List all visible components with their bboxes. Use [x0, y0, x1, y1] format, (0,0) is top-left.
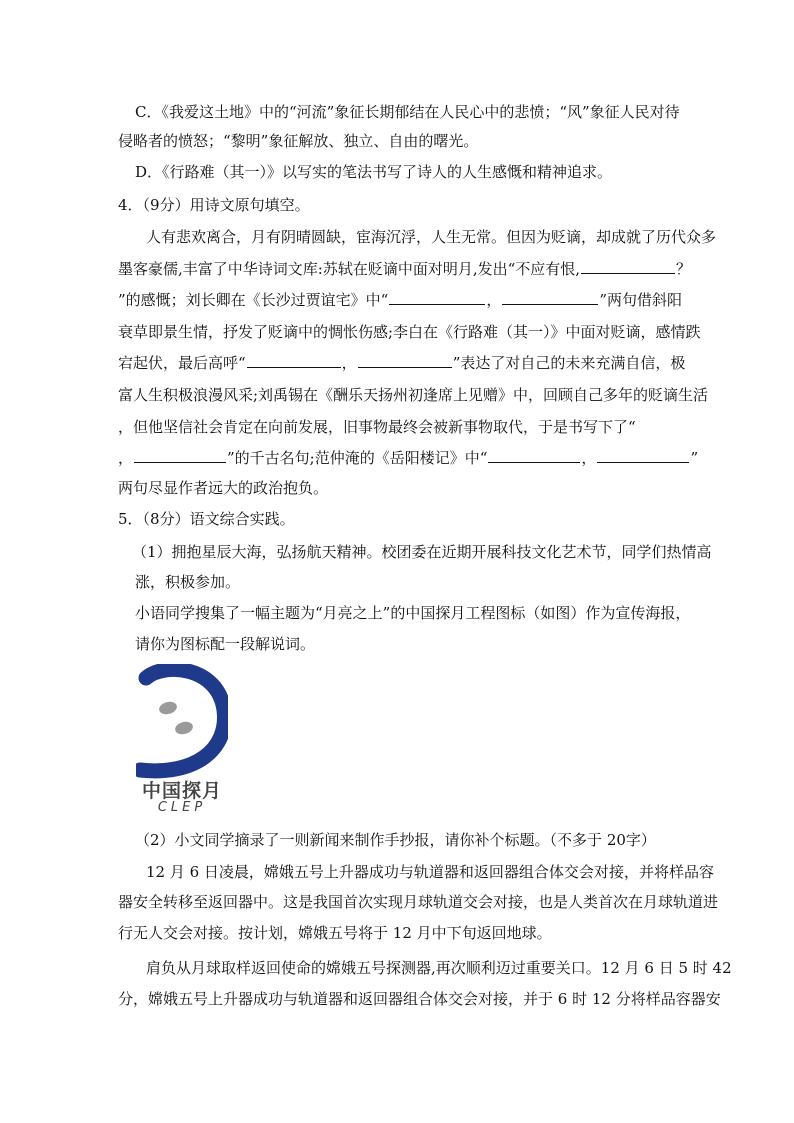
- q4-paragraph-line5: [118, 352, 686, 374]
- q4-text: ”两句借斜阳: [599, 291, 683, 309]
- q4-paragraph-line9: 两句尽显作者远大的政治抱负。: [118, 479, 329, 497]
- option-c-line1: C．《我爱这土地》中的“河流”象征长期郁结在人民心中的悲愤；“风”象征人民对待: [135, 103, 680, 121]
- option-d-line: D．《行路难（其一）》以写实的笔法书写了诗人的人生感慨和精神追求。: [135, 163, 613, 181]
- q5-part1-line2: 涨，积极参加。: [135, 573, 241, 591]
- q4-paragraph-line8: [118, 447, 699, 469]
- question-5-title: 5．（8分）语文综合实践。: [118, 510, 295, 528]
- q5-part1-line1: （1）拥抱星辰大海，弘扬航天精神。校团委在近期开展科技文化艺术节，同学们热情高: [132, 543, 712, 561]
- q4-text: ”: [690, 449, 699, 467]
- q4-text: ”表达了对自己的未来充满自信，极: [452, 354, 686, 372]
- q5-part1-line4: 请你为图标配一段解说词。: [135, 635, 316, 653]
- fill-blank[interactable]: [502, 289, 598, 305]
- fill-blank[interactable]: [134, 447, 226, 463]
- fill-blank[interactable]: [389, 289, 485, 305]
- q4-text: ，: [486, 291, 502, 309]
- q4-text: ？: [676, 260, 692, 278]
- q4-text: 墨客豪儒,丰富了中华诗词文库:苏轼在贬谪中面对明月,发出“不应有恨,: [118, 260, 581, 278]
- news-line5: 分，嫦娥五号上升器成功与轨道器和返回器组合体交会对接，并于 6 时 12 分将样品容器安: [118, 990, 721, 1008]
- q4-paragraph-line1: 人有悲欢离合，月有阴晴圆缺，宦海沉浮，人生无常。但因为贬谪，却成就了历代众多: [146, 228, 717, 246]
- question-4-title: 4．（9分）用诗文原句填空。: [118, 196, 310, 214]
- q4-text: ”的千古名句;范仲淹的《岳阳楼记》中“: [227, 449, 488, 467]
- fill-blank[interactable]: [358, 352, 452, 368]
- q4-paragraph-line3: [118, 289, 683, 311]
- moon-arc-icon: [136, 664, 228, 780]
- q4-text: 宕起伏，最后高呼“: [118, 354, 246, 372]
- fill-blank[interactable]: [247, 352, 341, 368]
- q4-paragraph-line7: ，但他坚信社会肯定在向前发展，旧事物最终会被新事物取代，于是书写下了“: [118, 418, 636, 436]
- logo-footprint: [174, 720, 194, 736]
- logo-arc: [140, 669, 224, 770]
- news-line2: 器安全转移至返回器中。这是我国首次实现月球轨道交会对接，也是人类首次在月球轨道进: [118, 893, 719, 911]
- logo-text-en: CLEP: [157, 800, 207, 815]
- q4-text: ，: [118, 449, 134, 467]
- q4-text: ，: [341, 354, 357, 372]
- q4-text: ，: [581, 449, 597, 467]
- q4-paragraph-line2: [118, 258, 692, 280]
- q4-text: ”的感慨；刘长卿在《长沙过贾谊宅》中“: [118, 291, 389, 309]
- logo-text-cn: 中国探月: [141, 780, 222, 802]
- fill-blank[interactable]: [581, 258, 675, 274]
- logo-footprint: [158, 700, 178, 716]
- news-line1: 12 月 6 日凌晨，嫦娥五号上升器成功与轨道器和返回器组合体交会对接，并将样品容: [146, 863, 714, 881]
- news-line3: 行无人交会对接。按计划，嫦娥五号将于 12 月中下旬返回地球。: [118, 924, 552, 942]
- option-c-line2: 侵略者的愤怒；“黎明”象征解放、独立、自由的曙光。: [118, 132, 479, 150]
- news-line4: 肩负从月球取样返回使命的嫦娥五号探测器,再次顺利迈过重要关口。12 月 6 日 5 时 42: [146, 959, 732, 977]
- q4-paragraph-line6: 富人生积极浪漫风采;刘禹锡在《酬乐天扬州初逢席上见赠》中，回顾自己多年的贬谪生活: [118, 386, 709, 404]
- q4-paragraph-line4: 衰草即景生情，抒发了贬谪中的惆怅伤感;李白在《行路难（其一）》中面对贬谪，感情跌: [118, 323, 701, 341]
- fill-blank[interactable]: [488, 447, 580, 463]
- fill-blank[interactable]: [597, 447, 689, 463]
- q5-part2-line: （2）小文同学摘录了一则新闻来制作手抄报，请你补个标题。（不多于 20字）: [135, 831, 656, 849]
- q5-part1-line3: 小语同学搜集了一幅主题为“月亮之上”的中国探月工程图标（如图）作为宣传海报，: [135, 604, 691, 622]
- clep-logo: [136, 664, 228, 814]
